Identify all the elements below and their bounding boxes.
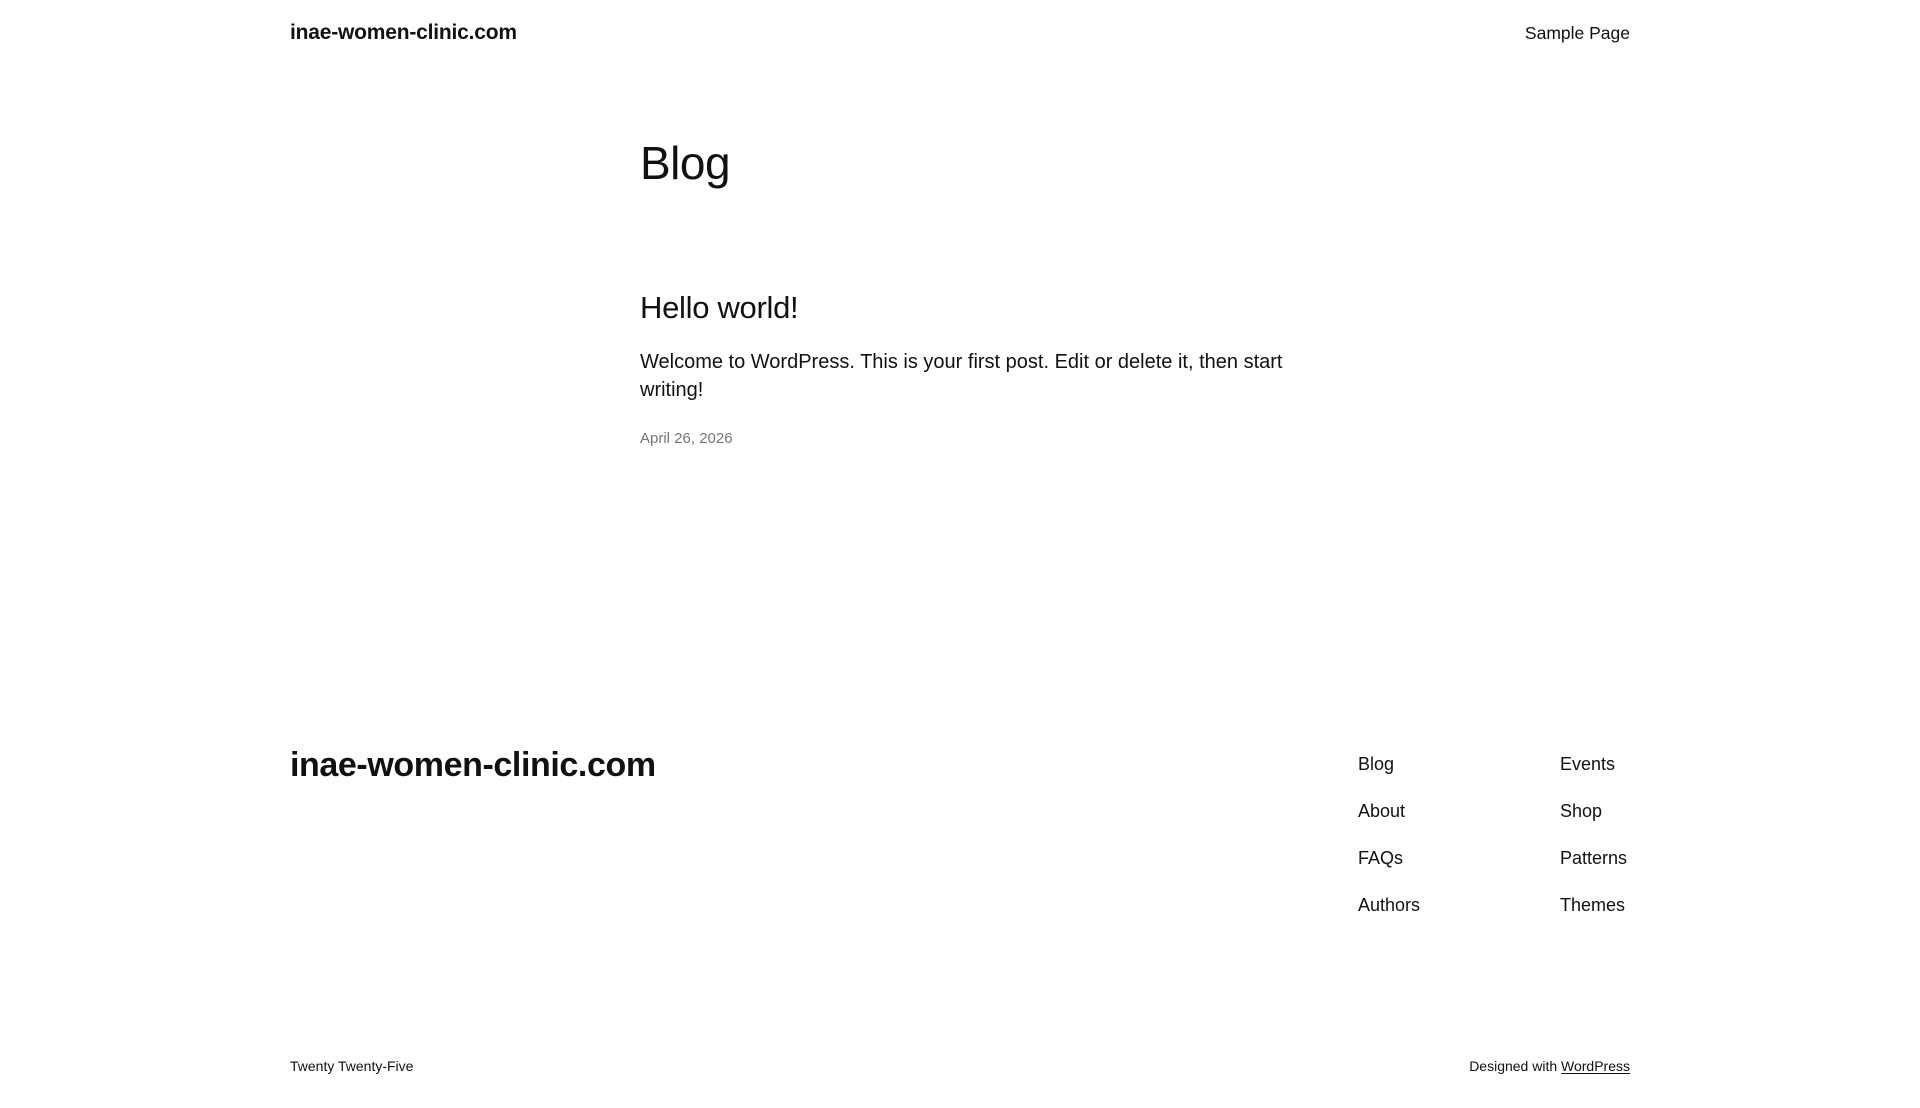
footer-nav-column-2 [1560,753,1630,941]
post-title-link[interactable]: Hello world! [640,290,799,326]
designed-with-text [1469,1057,1630,1077]
header-nav [1525,23,1630,44]
footer-link-patterns[interactable]: Patterns [1560,847,1628,868]
page-title: Blog [640,137,731,190]
site-header [290,0,1630,45]
footer-link-faqs[interactable]: FAQs [1358,847,1404,868]
post-title [640,290,1630,326]
wordpress-link[interactable]: WordPress [1561,1057,1630,1074]
post-item [640,290,1630,447]
main-content [290,137,1630,447]
post-date: April 26, 2026 [640,429,733,447]
footer-nav-column-1 [1358,753,1428,941]
footer-link-authors[interactable]: Authors [1358,894,1421,915]
bottom-bar [290,1057,1630,1108]
page-container [290,0,1630,1108]
designed-with-prefix: Designed with [1469,1057,1562,1074]
header-site-title-link[interactable]: inae-women-clinic.com [290,21,517,44]
nav-item-sample-page[interactable]: Sample Page [1524,23,1630,43]
theme-name-text: Twenty Twenty-Five [290,1057,414,1074]
footer-site-title-link[interactable]: inae-women-clinic.com [290,745,656,784]
footer-link-shop[interactable]: Shop [1560,800,1603,821]
site-footer [290,747,1630,941]
footer-link-about[interactable]: About [1358,800,1406,821]
post-excerpt: Welcome to WordPress. This is your first post. Edit or delete it, then start writing! [640,350,1283,401]
footer-link-themes[interactable]: Themes [1560,894,1626,915]
footer-link-events[interactable]: Events [1560,753,1616,774]
footer-link-blog[interactable]: Blog [1358,753,1395,774]
footer-nav [1358,747,1630,941]
